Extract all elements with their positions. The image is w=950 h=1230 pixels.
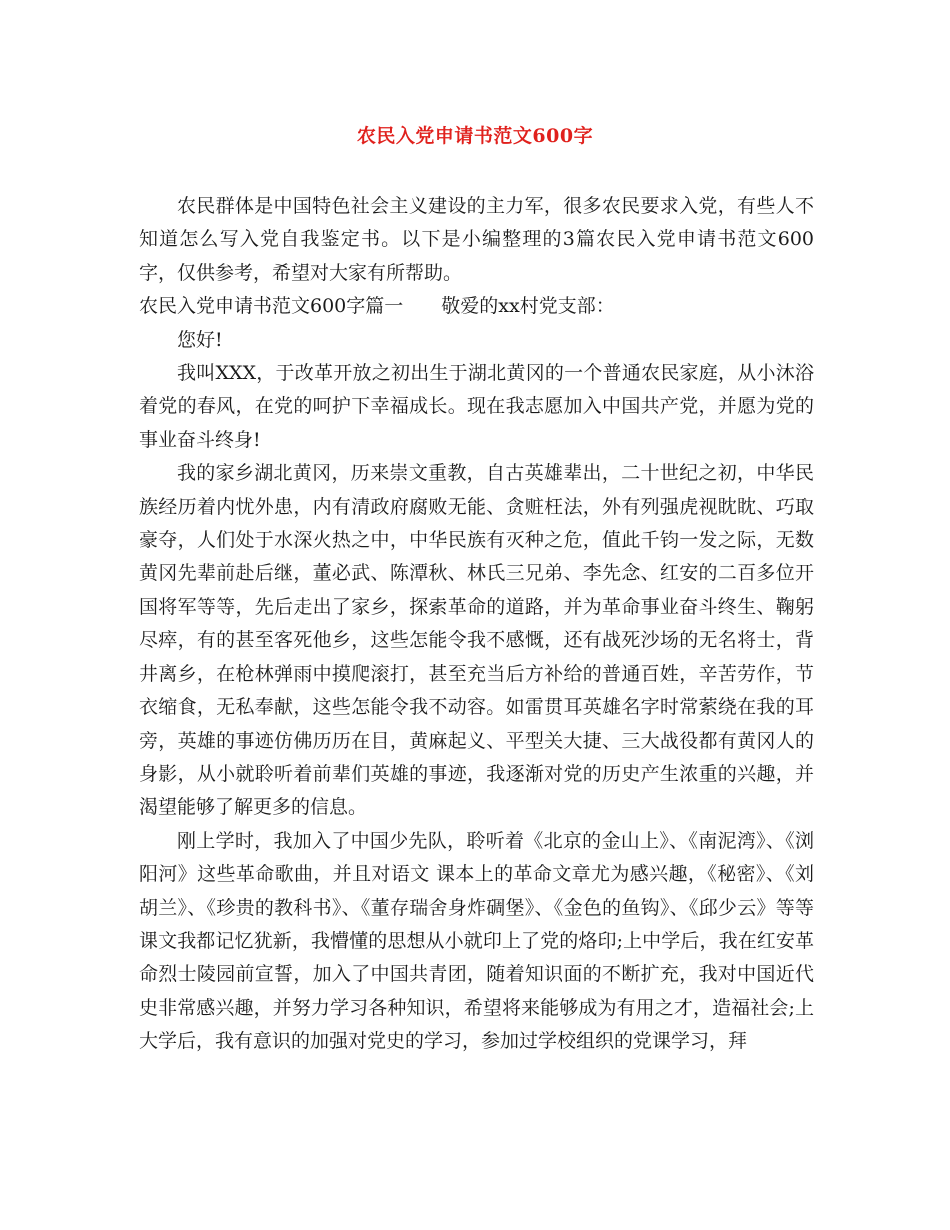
body-paragraph: 刚上学时，我加入了中国少先队，聆听着《北京的金山上》、《南泥湾》、《浏阳河》这些革命歌曲，并且对语文 课本上的革命文章尤为感兴趣，《秘密》、《刘胡兰》、《珍贵的教科书》、《董存瑞舍身炸碉堡》、《金色的鱼钩》、《邱少云》等等课文我都记忆犹新，我懵懂的思想从小就印上了党的烙印;上中学后，我在红安革命烈士陵园前宣誓，加入了中国共青团，随着知识面的不断扩充，我对中国近代史非常感兴趣，并努力学习各种知识，希望将来能够成为有用之才，造福社会;上大学后，我有意识的加强对党史的学习，参加过学校组织的党课学习，拜 [139,829,814,1053]
greeting-paragraph: 您好! [177,328,223,351]
body-paragraph: 我的家乡湖北黄冈，历来崇文重教，自古英雄辈出，二十世纪之初，中华民族经历着内忧外患，内有清政府腐败无能、贪赃枉法，外有列强虎视眈眈、巧取豪夺，人们处于水深火热之中，中华民族有灭种之危，值此千钧一发之际，无数黄冈先辈前赴后继，董必武、陈潭秋、林氏三兄弟、李先念、红安的二百多位开国将军等等，先后走出了家乡，探索革命的道路，并为革命事业奋斗终生、鞠躬尽瘁，有的甚至客死他乡，这些怎能令我不感慨，还有战死沙场的无名将士，背井离乡，在枪林弹雨中摸爬滚打，甚至充当后方补给的普通百姓，辛苦劳作，节衣缩食，无私奉献，这些怎能令我不动容。如雷贯耳英雄名字时常萦绕在我的耳旁，英雄的事迹仿佛历历在目，黄麻起义、平型关大捷、三大战役都有黄冈人的身影，从小就聆听着前辈们英雄的事迹，我逐渐对党的历史产生浓重的兴趣，并渴望能够了解更多的信息。 [139,462,814,819]
document-title: 农民入党申请书范文600字 [356,125,594,147]
body-paragraph: 我叫XXX，于改革开放之初出生于湖北黄冈的一个普通农民家庭，从小沐浴着党的春风，在党的呵护下幸福成长。现在我志愿加入中国共产党，并愿为党的事业奋斗终身! [139,362,814,451]
document-body [139,190,814,1059]
intro-paragraph: 农民群体是中国特色社会主义建设的主力军，很多农民要求入党，有些人不知道怎么写入党自我鉴定书。以下是小编整理的3篇农民入党申请书范文600字，仅供参考，希望对大家有所帮助。 [139,195,814,284]
section-heading-salutation: 农民入党申请书范文600字篇一 敬爱的xx村党支部： [139,295,615,318]
